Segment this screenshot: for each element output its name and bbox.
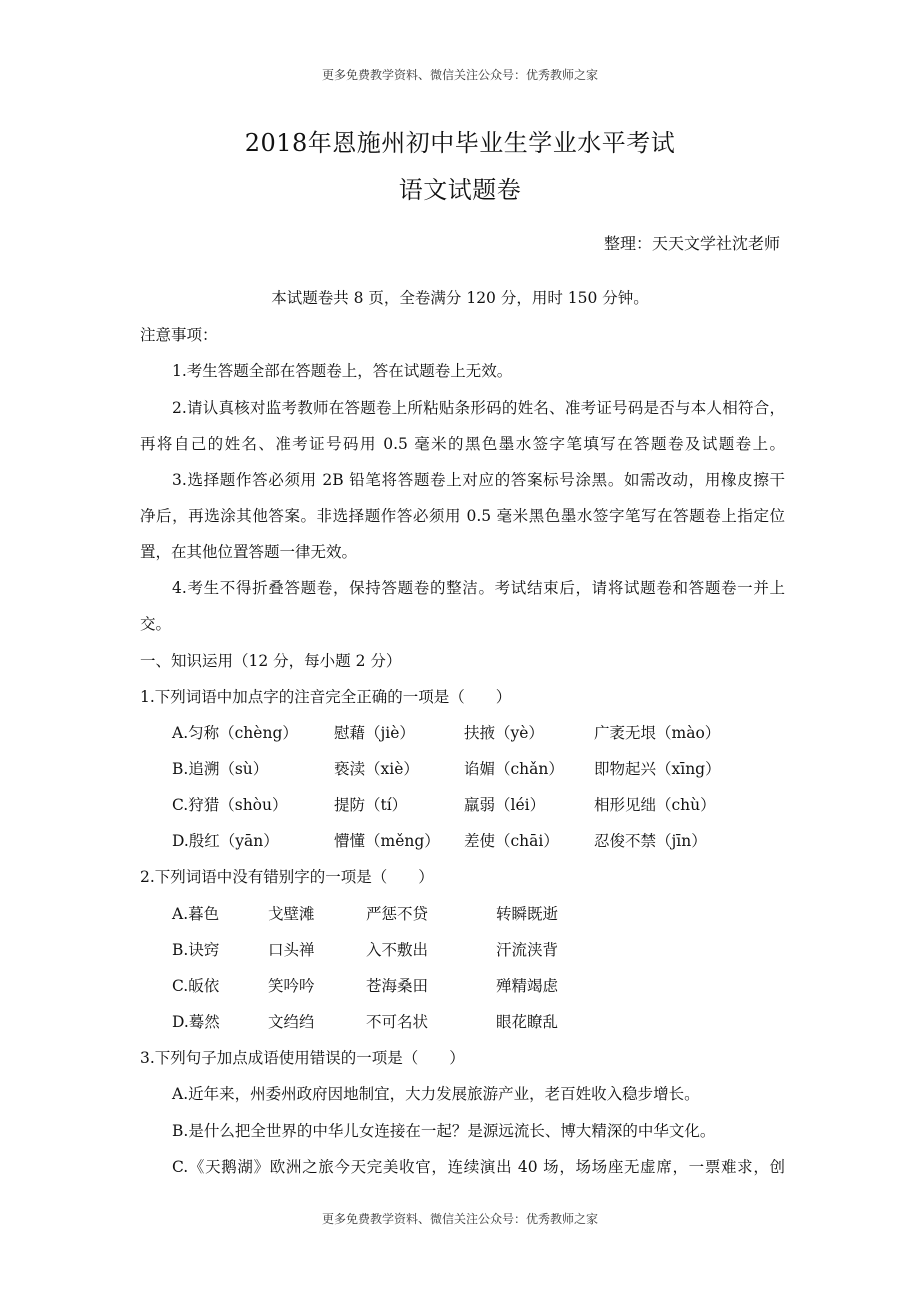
notice-line: 4.考生不得折叠答题卷，保持答题卷的整洁。考试结束后，请将试题卷和答题卷一并上 <box>172 579 785 597</box>
option-cell: 相形见绌（chù） <box>594 796 716 814</box>
option-line: C.《天鹅湖》欧洲之旅今天完美收官，连续演出 40 场，场场座无虚席，一票难求，创 <box>172 1158 785 1176</box>
option-cell: 谄媚（chǎn） <box>464 760 564 778</box>
option-cell: 眼花瞭乱 <box>496 1013 559 1031</box>
exam-intro: 本试题卷共 8 页，全卷满分 120 分，用时 150 分钟。 <box>271 289 649 307</box>
exam-title: 2018年恩施州初中毕业生学业水平考试 <box>244 129 676 157</box>
option-cell: 亵渎（xiè） <box>334 760 419 778</box>
option-cell: 苍海桑田 <box>366 977 429 995</box>
option-cell: 严惩不贷 <box>366 905 429 923</box>
option-cell: 忍俊不禁（jīn） <box>594 832 707 850</box>
notice-line: 置，在其他位置答题一律无效。 <box>140 543 358 561</box>
option-cell: 笑吟吟 <box>268 977 315 995</box>
option-cell: B.追溯（sù） <box>172 760 269 778</box>
option-cell: 不可名状 <box>366 1013 429 1031</box>
option-cell: A.匀称（chèng） <box>172 724 298 742</box>
option-cell: 汗流浃背 <box>496 941 559 959</box>
option-cell: 慰藉（jiè） <box>334 724 415 742</box>
section-heading: 一、知识运用（12 分，每小题 2 分） <box>140 652 402 670</box>
option-cell: 殚精竭虑 <box>496 977 559 995</box>
notice-line: 1.考生答题全部在答题卷上，答在试题卷上无效。 <box>172 362 513 380</box>
notice-line: 2.请认真核对监考教师在答题卷上所粘贴条形码的姓名、准考证号码是否与本人相符合， <box>172 399 785 417</box>
page-header: 更多免费教学资料、微信关注公众号：优秀教师之家 <box>321 68 598 82</box>
option-line: B.是什么把全世界的中华儿女连接在一起？是源远流长、博大精深的中华文化。 <box>172 1122 716 1140</box>
option-cell: 戈壁滩 <box>268 905 315 923</box>
question-stem: 1.下列词语中加点字的注音完全正确的一项是（ ） <box>140 688 512 706</box>
option-cell: 提防（tí） <box>334 796 408 814</box>
option-cell: 羸弱（léi） <box>464 796 546 814</box>
option-cell: 入不敷出 <box>366 941 429 959</box>
question-stem: 2.下列词语中没有错别字的一项是（ ） <box>140 868 434 886</box>
editor-credit: 整理：天天文学社沈老师 <box>603 234 780 253</box>
question-stem: 3.下列句子加点成语使用错误的一项是（ ） <box>140 1049 465 1067</box>
exam-subtitle: 语文试题卷 <box>398 176 522 204</box>
page-footer: 更多免费教学资料、微信关注公众号：优秀教师之家 <box>321 1212 598 1226</box>
option-cell: 扶掖（yè） <box>464 724 544 742</box>
option-cell: D.蓦然 <box>172 1013 220 1031</box>
notice-line: 交。 <box>140 615 172 633</box>
option-cell: 文绉绉 <box>268 1013 315 1031</box>
option-cell: D.殷红（yān） <box>172 832 279 850</box>
option-cell: B.诀窍 <box>172 941 220 959</box>
option-cell: A.暮色 <box>172 905 220 923</box>
option-cell: 即物起兴（xīng） <box>594 760 721 778</box>
option-cell: 转瞬既逝 <box>496 905 559 923</box>
notice-line: 3.选择题作答必须用 2B 铅笔将答题卷上对应的答案标号涂黑。如需改动，用橡皮擦干 <box>172 471 785 489</box>
notice-line: 净后，再选涂其他答案。非选择题作答必须用 0.5 毫米黑色墨水签字笔写在答题卷上指定位 <box>140 507 785 525</box>
option-cell: 口头禅 <box>268 941 315 959</box>
notice-heading: 注意事项： <box>140 326 218 344</box>
option-line: A.近年来，州委州政府因地制宜，大力发展旅游产业，老百姓收入稳步增长。 <box>172 1085 700 1103</box>
option-cell: C.狩猎（shòu） <box>172 796 288 814</box>
option-cell: 懵懂（měng） <box>334 832 440 850</box>
option-cell: 广袤无垠（mào） <box>594 724 721 742</box>
option-cell: 差使（chāi） <box>464 832 559 850</box>
option-cell: C.皈依 <box>172 977 220 995</box>
notice-line: 再将自己的姓名、准考证号码用 0.5 毫米的黑色墨水签字笔填写在答题卷及试题卷上。 <box>140 435 785 453</box>
